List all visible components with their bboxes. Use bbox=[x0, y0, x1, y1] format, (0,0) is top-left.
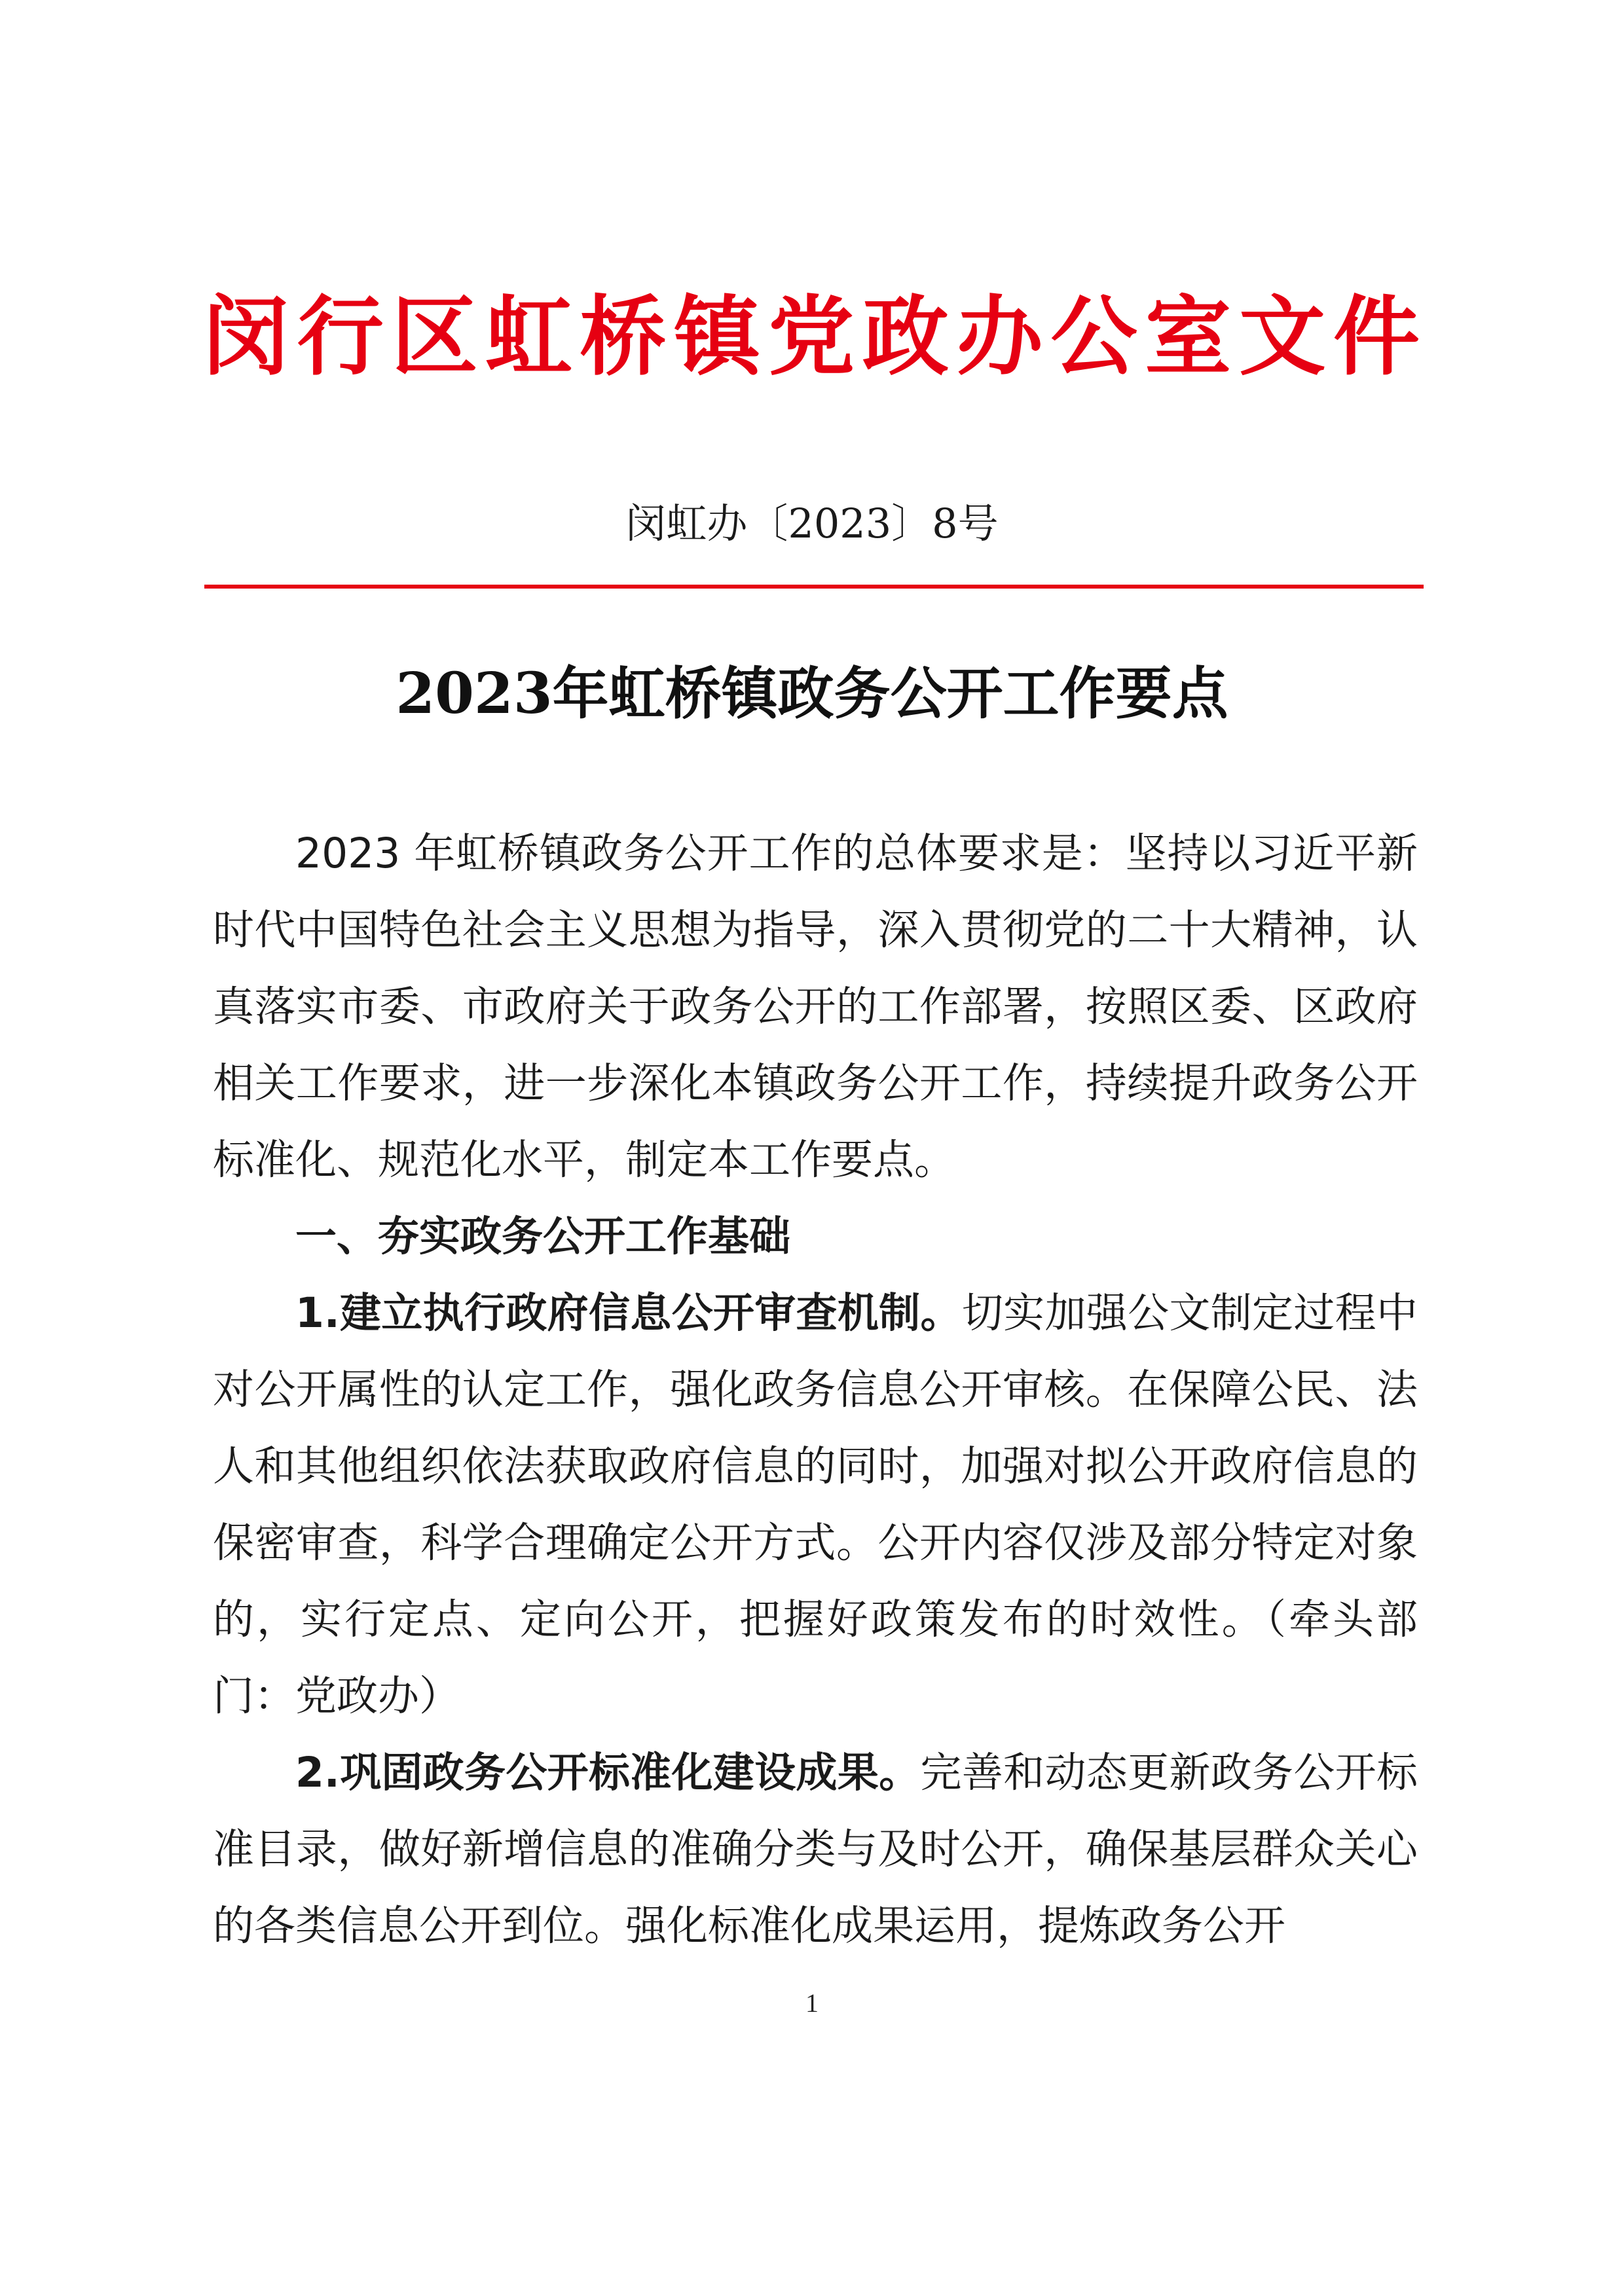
document-number: 闵虹办〔2023〕8号 bbox=[625, 500, 999, 547]
section-heading: 一、夯实政务公开工作基础 bbox=[295, 1212, 790, 1260]
document-title: 2023年虹桥镇政务公开工作要点 bbox=[396, 661, 1228, 727]
document-body bbox=[213, 815, 1418, 1964]
item-heading: 1.建立执行政府信息公开审查机制。 bbox=[295, 1289, 962, 1337]
page-number: 1 bbox=[805, 1988, 819, 2018]
item-text: 完善和动态更新政务公开标准目录，做好新增信息的准确分类与及时公开，确保基层群众关心的各类信息公开到位。强化标准化成果运用，提炼政务公开 bbox=[213, 1749, 1418, 1950]
item-paragraph bbox=[213, 1734, 1418, 1964]
item-heading: 2.巩固政务公开标准化建设成果。 bbox=[295, 1749, 921, 1796]
item-text: 切实加强公文制定过程中对公开属性的认定工作，强化政务信息公开审核。在保障公民、法人和其他组织依法获取政府信息的同时，加强对拟公开政府信息的保密审查，科学合理确定公开方式。公开内容仅涉及部分特定对象的，实行定点、定向公开，把握好政策发布的时效性。（牵头部门：党政办） bbox=[213, 1289, 1418, 1720]
intro-paragraph: 2023 年虹桥镇政务公开工作的总体要求是：坚持以习近平新时代中国特色社会主义思想为指导，深入贯彻党的二十大精神，认真落实市委、市政府关于政务公开的工作部署，按照区委、区政府相关工作要求，进一步深化本镇政务公开工作，持续提升政务公开标准化、规范化水平，制定本工作要点。 bbox=[213, 829, 1418, 1184]
red-divider-line bbox=[204, 585, 1424, 589]
masthead-title: 闵行区虹桥镇党政办公室文件 bbox=[203, 286, 1421, 388]
item-paragraph bbox=[213, 1275, 1418, 1734]
